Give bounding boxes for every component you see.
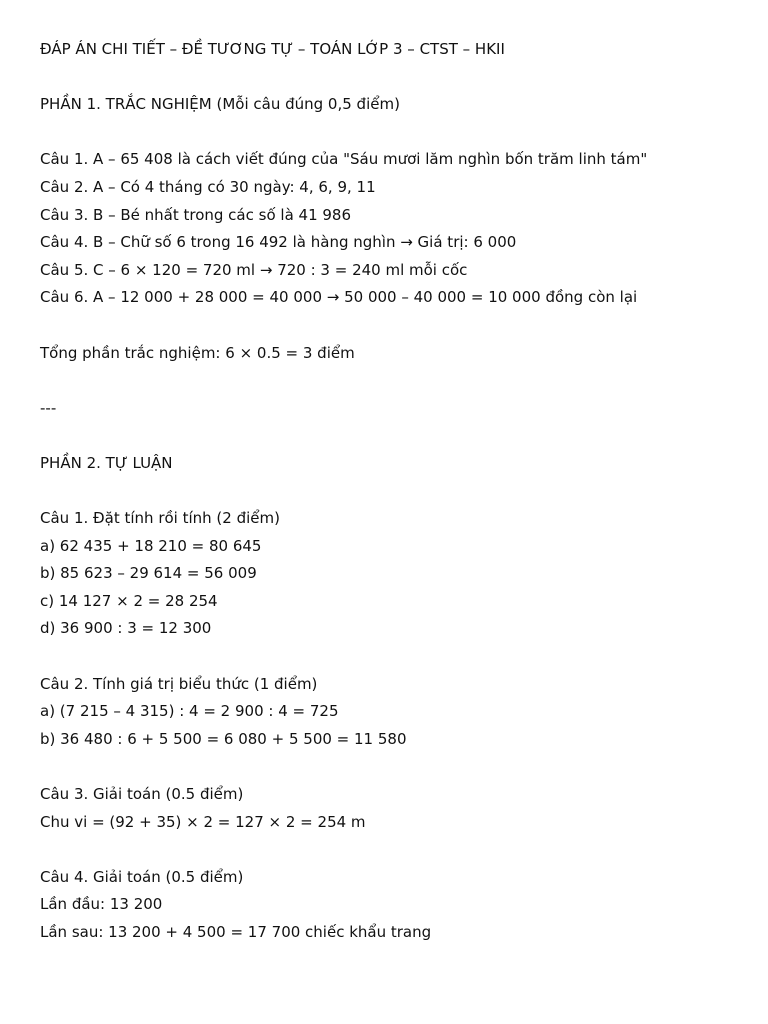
part1-answer-5: Câu 5. C – 6 × 120 = 720 ml → 720 : 3 = 240 ml mỗi cốc bbox=[40, 260, 468, 279]
part2-q4-line-1: Lần đầu: 13 200 bbox=[40, 895, 163, 914]
part2-q1-line-b: b) 85 623 – 29 614 = 56 009 bbox=[40, 564, 257, 583]
part2-q2-heading: Câu 2. Tính giá trị biểu thức (1 điểm) bbox=[40, 674, 318, 693]
part2-q3-line-1: Chu vi = (92 + 35) × 2 = 127 × 2 = 254 m bbox=[40, 812, 366, 831]
spacer bbox=[40, 64, 768, 92]
spacer bbox=[40, 119, 768, 147]
part2-q1-line-d: d) 36 900 : 3 = 12 300 bbox=[40, 619, 212, 638]
part2-q1-line-c: c) 14 127 × 2 = 28 254 bbox=[40, 591, 218, 610]
section-separator: --- bbox=[40, 398, 57, 417]
spacer bbox=[40, 836, 768, 864]
spacer bbox=[40, 643, 768, 671]
part1-answer-3: Câu 3. B – Bé nhất trong các số là 41 986 bbox=[40, 205, 352, 224]
part2-q3-heading: Câu 3. Giải toán (0.5 điểm) bbox=[40, 785, 244, 804]
part1-answer-2: Câu 2. A – Có 4 tháng có 30 ngày: 4, 6, 9, 11 bbox=[40, 177, 376, 196]
part2-q1-heading: Câu 1. Đặt tính rồi tính (2 điểm) bbox=[40, 509, 280, 528]
part1-answer-4: Câu 4. B – Chữ số 6 trong 16 492 là hàng nghìn → Giá trị: 6 000 bbox=[40, 233, 517, 252]
part2-heading: PHẦN 2. TỰ LUẬN bbox=[40, 453, 173, 472]
part2-q2-line-a: a) (7 215 – 4 315) : 4 = 2 900 : 4 = 725 bbox=[40, 702, 339, 721]
part2-q4-heading: Câu 4. Giải toán (0.5 điểm) bbox=[40, 867, 244, 886]
spacer bbox=[40, 478, 768, 506]
part2-q2-line-b: b) 36 480 : 6 + 5 500 = 6 080 + 5 500 = 11 580 bbox=[40, 729, 407, 748]
spacer bbox=[40, 367, 768, 395]
part2-q1-line-a: a) 62 435 + 18 210 = 80 645 bbox=[40, 536, 262, 555]
part1-answer-6: Câu 6. A – 12 000 + 28 000 = 40 000 → 50 000 – 40 000 = 10 000 đồng còn lại bbox=[40, 288, 638, 307]
spacer bbox=[40, 312, 768, 340]
part1-total: Tổng phần trắc nghiệm: 6 × 0.5 = 3 điểm bbox=[40, 343, 355, 362]
spacer bbox=[40, 422, 768, 450]
part1-heading: PHẦN 1. TRẮC NGHIỆM (Mỗi câu đúng 0,5 điểm) bbox=[40, 95, 400, 114]
part2-q4-line-2: Lần sau: 13 200 + 4 500 = 17 700 chiếc khẩu trang bbox=[40, 923, 432, 941]
document-title: ĐÁP ÁN CHI TIẾT – ĐỀ TƯƠNG TỰ – TOÁN LỚP 3 – CTST – HKII bbox=[40, 40, 505, 58]
spacer bbox=[40, 753, 768, 781]
part1-answer-1: Câu 1. A – 65 408 là cách viết đúng của "Sáu mươi lăm nghìn bốn trăm linh tám" bbox=[40, 150, 648, 169]
